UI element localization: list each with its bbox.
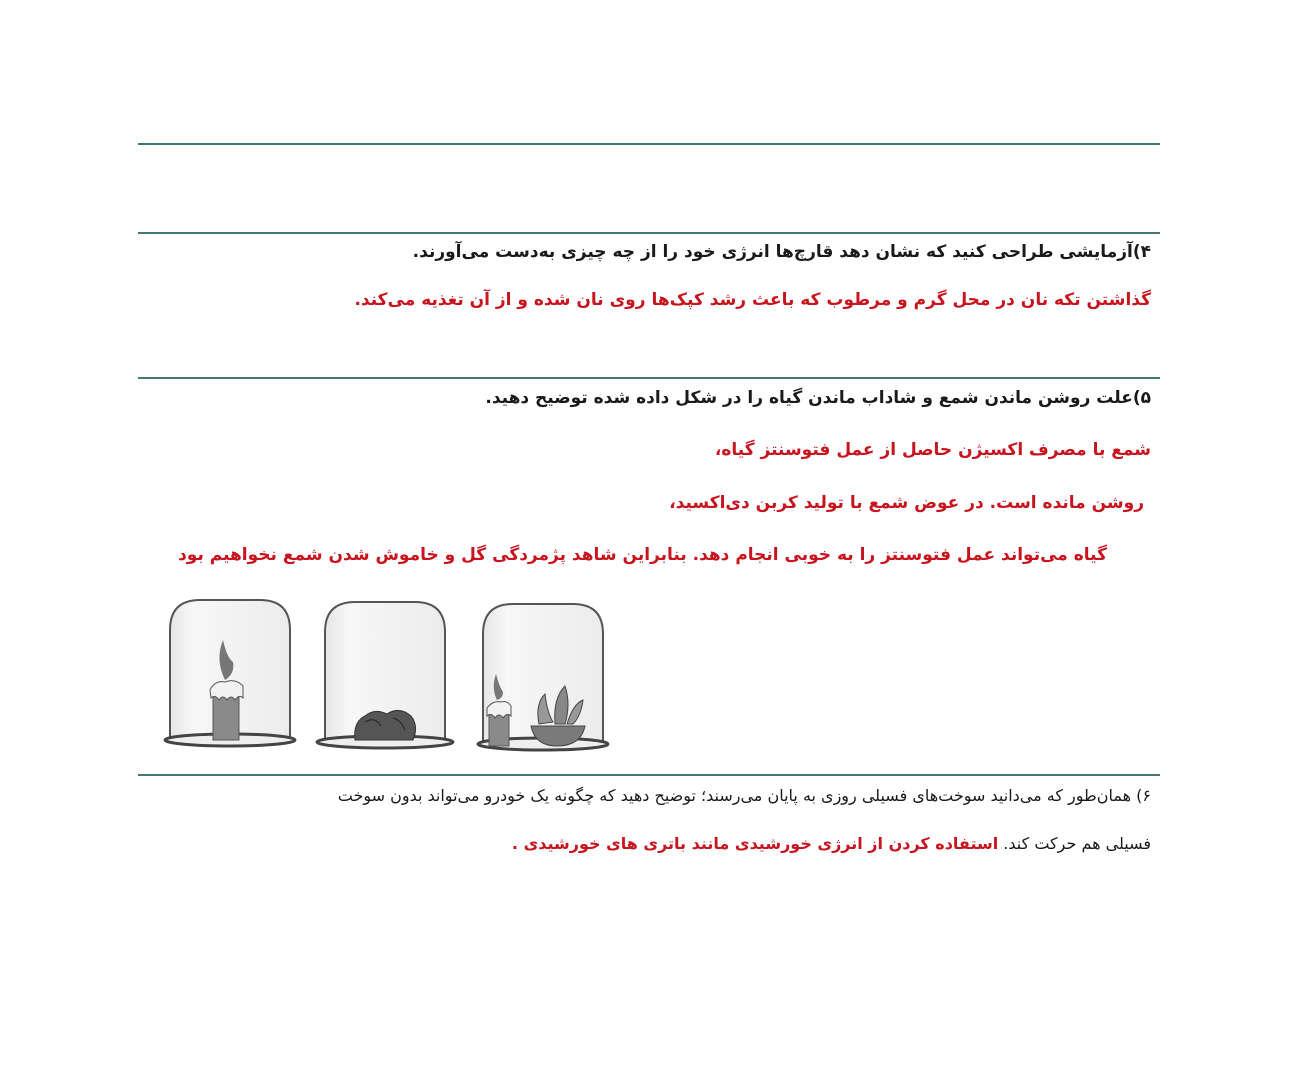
divider-line [138, 377, 1160, 379]
answer-6: استفاده کردن از انرژی خورشیدی مانند باتری های خورشیدی . [511, 834, 999, 853]
divider-line [138, 143, 1160, 145]
divider-line [138, 774, 1160, 776]
bell-jar-plant [317, 602, 453, 748]
bell-jar-experiment-figure [155, 590, 615, 760]
bell-jar-candle-and-plant [478, 604, 608, 750]
bell-jar-candle [165, 600, 295, 746]
answer-5-line-1: شمع با مصرف اکسیژن حاصل از عمل فتوسنتز گیاه، [714, 440, 1151, 460]
question-5: ۵)علت روشن ماندن شمع و شاداب ماندن گیاه را در شکل داده شده توضیح دهید. [485, 388, 1151, 408]
question-4: ۴)آزمایشی طراحی کنید که نشان دهد قارچ‌ها انرژی خود را از چه چیزی به‌دست می‌آورند. [412, 242, 1151, 262]
answer-4: گذاشتن تکه نان در محل گرم و مرطوب که باعث رشد کپک‌ها روی نان شده و از آن تغذیه می‌کند. [354, 290, 1151, 310]
answer-5-line-3: گیاه می‌تواند عمل فتوسنتز را به خوبی انجام دهد. بنابراین شاهد پژمردگی گل و خاموش شدن شمع نخواهیم بود [178, 545, 1107, 565]
question-6-line-1: ۶) همان‌طور که می‌دانید سوخت‌های فسیلی روزی به پایان می‌رسند؛ توضیح دهید که چگونه یک خودرو می‌تواند بدون سوخت [337, 786, 1151, 805]
question-6-line-2 [512, 834, 1151, 853]
question-6-text: فسیلی هم حرکت کند. [1003, 834, 1151, 853]
answer-5-line-2: روشن مانده است. در عوض شمع با تولید کربن دی‌اکسید، [669, 493, 1144, 513]
divider-line [138, 232, 1160, 234]
